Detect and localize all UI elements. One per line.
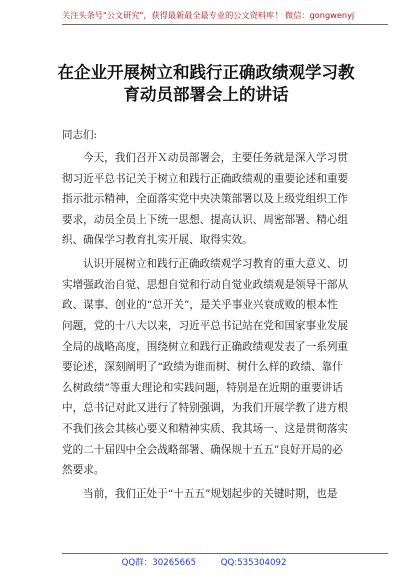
header-promo-note: 关注头条号"公文研究"，获得最新最全最专业的公文资料库！ 微信：gongwenyj xyxy=(62,10,355,20)
footer-contact xyxy=(0,555,408,571)
paragraph-line: 问题，党的十八大以来，习近平总书记站在党和国家事业发展 xyxy=(62,320,349,333)
document-body xyxy=(62,148,362,505)
footer-divider xyxy=(62,553,388,554)
paragraph-line: 指示批示精神，全面落实党中央决策部署以及上级党组织工作 xyxy=(62,193,349,206)
footer-qq: QQ:535304092 xyxy=(220,558,287,568)
title-line: 在企业开展树立和践行正确政绩观学习教 xyxy=(57,63,355,82)
paragraph-line: 当前，我们正处于“十五五”规划起步的关键时期，也是 xyxy=(83,488,338,501)
document-title xyxy=(56,62,356,106)
paragraph-line: 彻习近平总书记关于树立和践行正确政绩观的重要论述和重要 xyxy=(62,172,349,185)
paragraph-line: 认识开展树立和践行正确政绩观学习教育的重大意义、切 xyxy=(83,258,348,271)
paragraph-line: 全局的战略高度，围绕树立和践行正确政绩观发表了一系列重 xyxy=(62,340,349,353)
paragraph-line: 今天，我们召开Ｘ动员部署会，主要任务就是深入学习贯 xyxy=(83,152,348,164)
paragraph-line: 党的二十届四中全会战略部署、确保规十五五”良好开局的必 xyxy=(62,443,343,456)
footer-qq-group: QQ群：30265665 xyxy=(121,558,197,568)
paragraph-line: 实增强政治自觉、思想自觉和行动自觉业政绩观是领导干部从 xyxy=(62,278,349,291)
title-line: 育动员部署会上的讲话 xyxy=(123,85,289,104)
paragraph-line: 织、确保学习教育扎实开展、取得实效。 xyxy=(62,234,253,247)
paragraph-line: 政、谋事、创业的“总开关”，是关乎事业兴衰成败的根本性 xyxy=(62,299,338,312)
paragraph-line: 么树政绩”等重大理论和实践问题，特别是在近期的重要讲话 xyxy=(62,381,343,394)
paragraph-line: 中，总书记对此又进行了特别强调，为我们开展学教了进方根 xyxy=(62,402,349,415)
paragraph-line: 然要求。 xyxy=(62,464,105,477)
paragraph-line: 不我们孩会其核心要义和精神实质、我其场一、这是贯彻落实 xyxy=(62,423,349,436)
salutation: 同志们: xyxy=(62,129,98,141)
header-divider xyxy=(62,24,388,25)
paragraph-line: 要论述，深刻阐明了“政绩为谁而树、树什么样的政绩、靠什 xyxy=(62,361,343,374)
paragraph-line: 要求，动员全员上下统一思想、提高认识、周密部署、精心组 xyxy=(62,213,349,226)
